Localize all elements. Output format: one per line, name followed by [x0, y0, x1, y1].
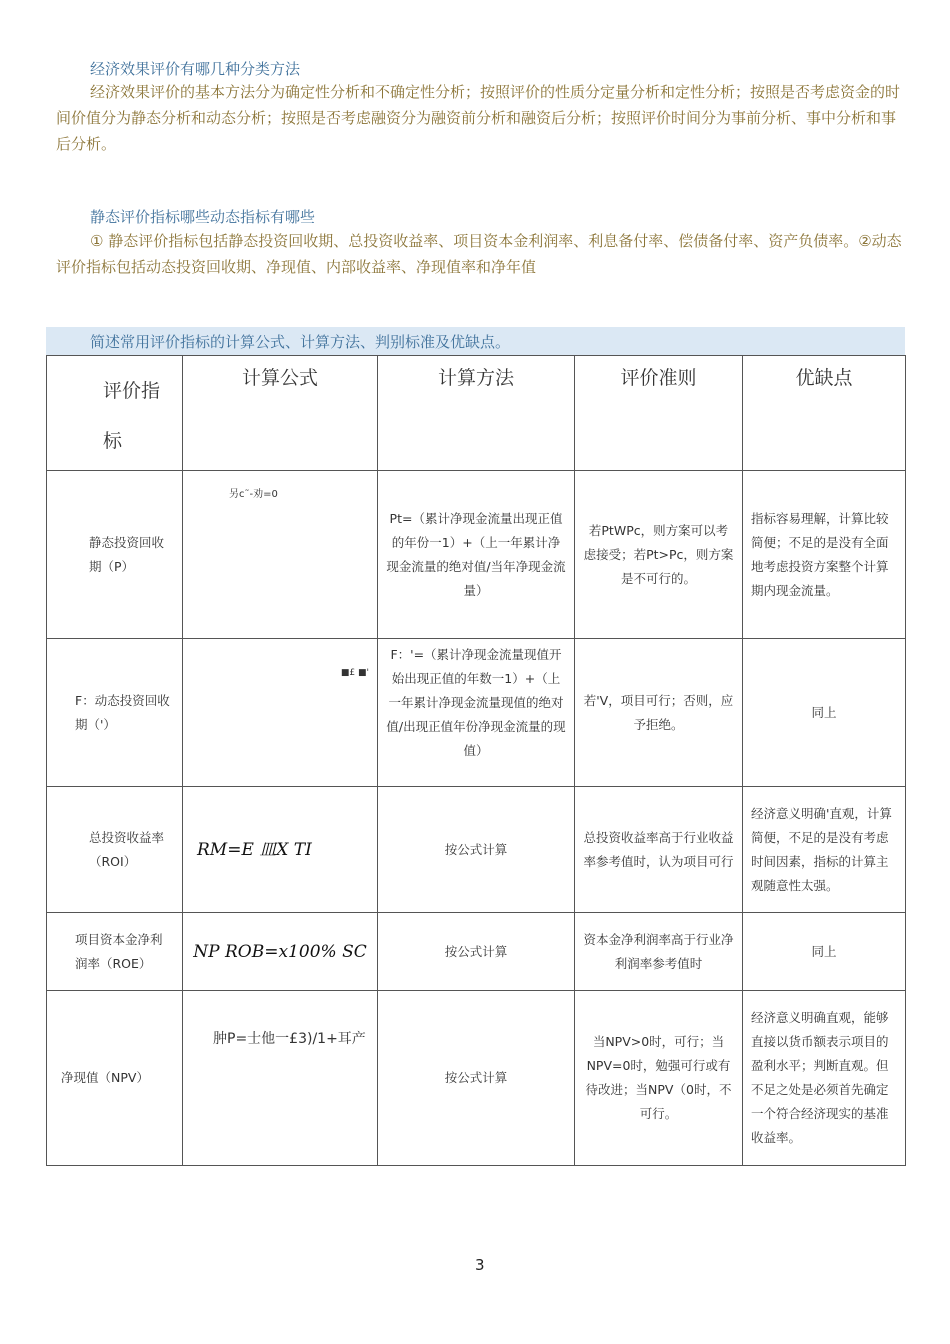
cell-indicator: 项目资本金净利润率（ROE）	[47, 913, 183, 991]
cell-criteria: 资本金净利润率高于行业净利润率参考值时	[575, 913, 743, 991]
cell-pros-cons: 经济意义明确直观，能够直接以货币额表示项目的盈利水平；判断直观。但不足之处是必须首先确定一个符合经济现实的基准收益率。	[743, 991, 906, 1166]
cell-formula: 另c˜-劝=0	[183, 471, 378, 639]
cell-pros-cons: 同上	[743, 913, 906, 991]
cell-formula: NP ROB=x100% SC	[183, 913, 378, 991]
table-row	[47, 471, 906, 639]
cell-method: F：'=（累计净现金流量现值开始出现正值的年数一1）+（上一年累计净现金流量现值的绝对值/出现正值年份净现金流量的现值）	[378, 639, 575, 787]
header-formula: 计算公式	[183, 356, 378, 471]
cell-formula: RM=E 皿X TI	[183, 787, 378, 913]
cell-method: 按公式计算	[378, 991, 575, 1166]
cell-pros-cons: 指标容易理解，计算比较简便；不足的是没有全面地考虑投资方案整个计算期内现金流量。	[743, 471, 906, 639]
table-caption: 简述常用评价指标的计算公式、计算方法、判别标准及优缺点。	[90, 333, 511, 351]
header-pros-cons: 优缺点	[743, 356, 906, 471]
indicator-table	[46, 355, 906, 1166]
page-number: 3	[475, 1256, 485, 1274]
header-indicator: 评价指标	[47, 356, 183, 471]
cell-indicator: 总投资收益率（ROI）	[47, 787, 183, 913]
cell-method: 按公式计算	[378, 787, 575, 913]
table-row	[47, 991, 906, 1166]
table-row	[47, 639, 906, 787]
cell-indicator: F：动态投资回收期（'）	[47, 639, 183, 787]
header-criteria: 评价准则	[575, 356, 743, 471]
header-method: 计算方法	[378, 356, 575, 471]
table-header-row	[47, 356, 906, 471]
cell-method: Pt=（累计净现金流量出现正值的年份一1）+（上一年累计净现金流量的绝对值/当年净现金流量）	[378, 471, 575, 639]
cell-criteria: 若'V，项目可行；否则，应予拒绝。	[575, 639, 743, 787]
table-row	[47, 787, 906, 913]
cell-criteria: 若PtWPc，则方案可以考虑接受；若Pt>Pc，则方案是不可行的。	[575, 471, 743, 639]
cell-formula: 肿P=士他一£3)/1+耳产	[183, 991, 378, 1166]
cell-indicator: 净现值（NPV）	[47, 991, 183, 1166]
cell-criteria: 总投资收益率高于行业收益率参考值时，认为项目可行	[575, 787, 743, 913]
cell-formula: ■£ ■'	[183, 639, 378, 787]
table-caption-bar	[46, 327, 905, 355]
cell-pros-cons: 同上	[743, 639, 906, 787]
section1-heading: 经济效果评价有哪几种分类方法	[90, 60, 301, 78]
cell-indicator: 静态投资回收期（P）	[47, 471, 183, 639]
section2-heading: 静态评价指标哪些动态指标有哪些	[90, 208, 316, 226]
cell-method: 按公式计算	[378, 913, 575, 991]
table-row	[47, 913, 906, 991]
cell-pros-cons: 经济意义明确'直观，计算简便，不足的是没有考虑时间因素，指标的计算主观随意性太强。	[743, 787, 906, 913]
section1-body: 经济效果评价的基本方法分为确定性分析和不确定性分析；按照评价的性质分定量分析和定性分析；按照是否考虑资金的时间价值分为静态分析和动态分析；按照是否考虑融资分为融资前分析和融资后分析；按照评价时间分为事前分析、事中分析和事后分析。	[56, 83, 901, 153]
section2-body: ① 静态评价指标包括静态投资回收期、总投资收益率、项目资本金利润率、利息备付率、偿债备付率、资产负债率。②动态评价指标包括动态投资回收期、净现值、内部收益率、净现值率和净年值	[56, 232, 902, 276]
cell-criteria: 当NPV>0时，可行；当NPV=0时，勉强可行或有待改进；当NPV（0时，不可行。	[575, 991, 743, 1166]
